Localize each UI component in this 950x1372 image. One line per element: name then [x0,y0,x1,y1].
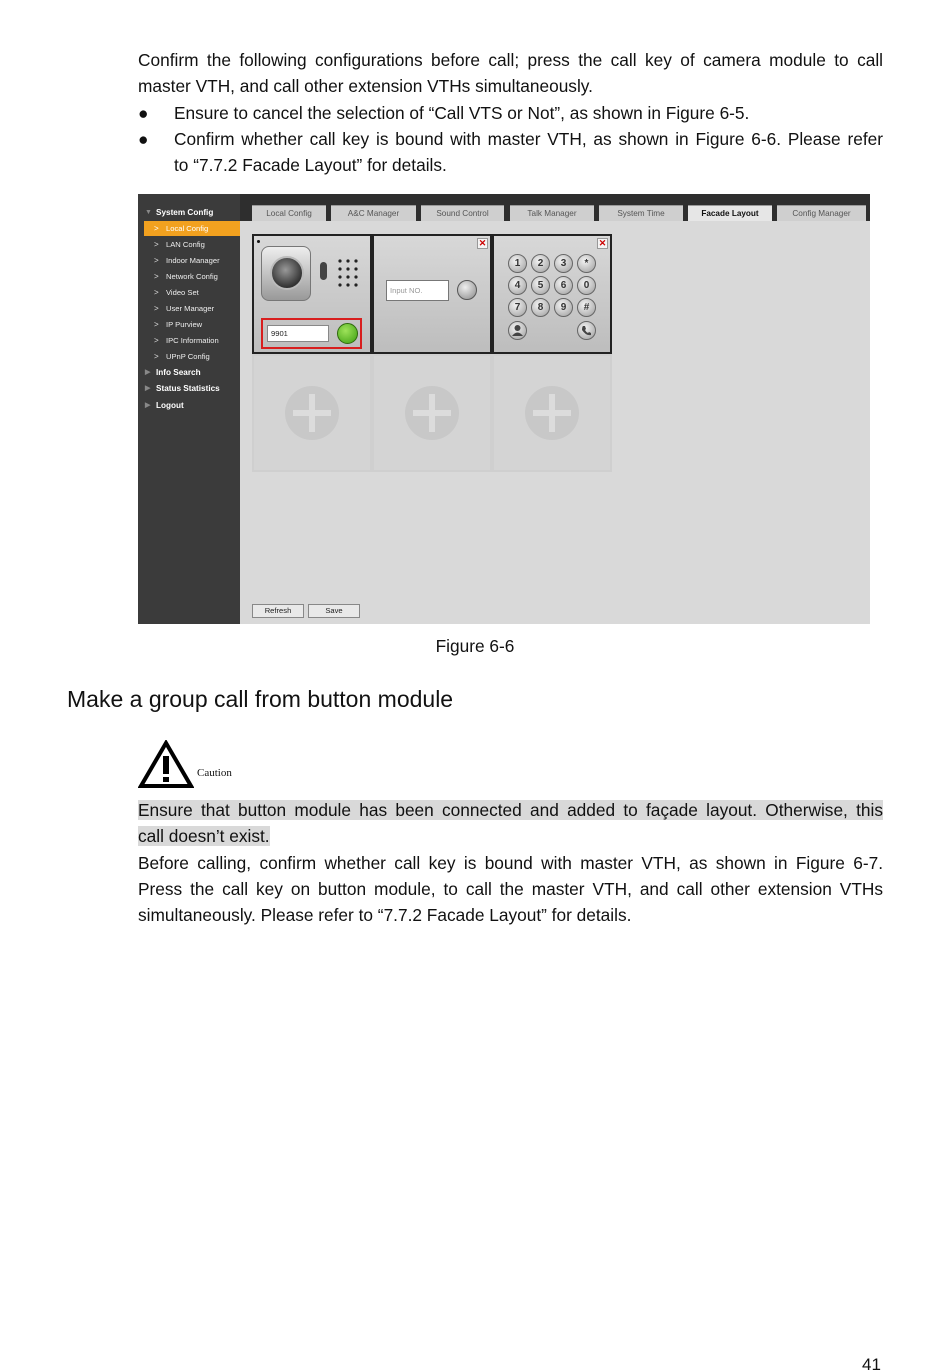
bullet-1-text: Ensure to cancel the selection of “Call VTS or Not”, as shown in Figure 6-5. [174,103,750,123]
keypad-key[interactable]: * [577,254,596,273]
keypad-key[interactable]: 4 [508,276,527,295]
tab-talk-manager[interactable]: Talk Manager [510,205,594,221]
keypad-key[interactable]: 6 [554,276,573,295]
sidebar-system-config[interactable]: ▼ System Config [138,205,240,220]
tab-sound-control[interactable]: Sound Control [421,205,504,221]
keypad-key-user-icon[interactable] [508,321,527,340]
empty-slot[interactable] [372,354,492,472]
empty-slot[interactable] [492,354,612,472]
keypad-key-call-icon[interactable] [577,321,596,340]
caution-warning-icon [138,740,194,789]
refresh-button[interactable]: Refresh [252,604,304,618]
sidebar-status-statistics[interactable]: ▶ Status Statistics [138,381,240,396]
intro-line-1: Confirm the following configurations before call; press the call key of camera module to call [138,50,883,70]
body2-line-2: Press the call key on button module, to call the master VTH, and call other extension VTHs [138,879,883,899]
sidebar-item-user-manager[interactable]: > User Manager [138,301,240,316]
keypad-module[interactable] [492,234,612,354]
chevron-right-icon: > [154,240,159,249]
chevron-right-icon: > [154,336,159,345]
camera-housing [261,246,311,301]
call-button[interactable] [457,280,477,300]
chevron-right-icon: > [154,352,159,361]
tab-bar [240,194,870,221]
call-key-button[interactable] [337,323,358,344]
add-module-plus-icon[interactable] [405,386,459,440]
tab-ac-manager[interactable]: A&C Manager [331,205,416,221]
sidebar-item-local-config[interactable]: > Local Config [144,221,240,236]
keypad-key[interactable]: 5 [531,276,550,295]
chevron-right-icon: > [154,288,159,297]
button-module[interactable] [372,234,492,354]
card-reader-slot [320,262,327,280]
sidebar-item-indoor-manager[interactable]: > Indoor Manager [138,253,240,268]
triangle-right-icon: ▶ [145,402,151,409]
facade-layout-content [240,221,870,624]
caution-line-1 [138,797,883,823]
chevron-right-icon: > [154,320,159,329]
keypad-key[interactable]: 1 [508,254,527,273]
tab-config-manager[interactable]: Config Manager [777,205,866,221]
tab-system-time[interactable]: System Time [599,205,683,221]
sidebar-item-upnp-config[interactable]: > UPnP Config [138,349,240,364]
keypad-key[interactable]: 0 [577,276,596,295]
caution-text-1: Ensure that button module has been connected and added to façade layout. Otherwise, this [138,800,883,820]
save-button[interactable]: Save [308,604,360,618]
figure-caption: Figure 6-6 [435,636,515,656]
chevron-right-icon: > [154,224,159,233]
button-number-input[interactable]: Input NO. [386,280,449,301]
keypad-key[interactable]: # [577,298,596,317]
sidebar-item-ip-purview[interactable]: > IP Purview [138,317,240,332]
sidebar-item-video-set[interactable]: > Video Set [138,285,240,300]
bullet-2-line-1: Confirm whether call key is bound with master VTH, as shown in Figure 6-6. Please refer [174,129,883,149]
add-module-plus-icon[interactable] [525,386,579,440]
body2-line-3: simultaneously. Please refer to “7.7.2 Facade Layout” for details. [138,905,632,925]
indicator-dot [257,240,260,243]
triangle-right-icon: ▶ [145,369,151,376]
facade-layout-screenshot [138,194,870,624]
sidebar-item-lan-config[interactable]: > LAN Config [138,237,240,252]
bullet-2-symbol: ● [138,129,149,149]
section-heading: Make a group call from button module [67,686,454,712]
call-key-highlight [261,318,362,349]
add-module-plus-icon[interactable] [285,386,339,440]
call-number-input[interactable]: 9901 [267,325,329,342]
close-icon[interactable]: ✕ [598,238,607,248]
keypad-key[interactable]: 9 [554,298,573,317]
sidebar-item-ipc-information[interactable]: > IPC Information [138,333,240,348]
caution-line-2 [138,823,883,849]
tab-facade-layout[interactable]: Facade Layout [688,205,772,221]
close-icon[interactable]: ✕ [478,238,487,248]
keypad-key[interactable]: 2 [531,254,550,273]
camera-lens-icon [270,256,304,290]
keypad-key[interactable]: 8 [531,298,550,317]
sidebar [138,194,240,624]
sidebar-item-network-config[interactable]: > Network Config [138,269,240,284]
page-number: 41 [862,1355,881,1372]
sidebar-info-search[interactable]: ▶ Info Search [138,365,240,380]
empty-slot[interactable] [252,354,372,472]
keypad-key[interactable]: 3 [554,254,573,273]
caution-label: Caution [197,767,232,779]
caution-text-2: call doesn’t exist. [138,826,270,846]
bullet-2-line-2: to “7.7.2 Facade Layout” for details. [174,155,447,175]
tab-local-config[interactable]: Local Config [252,205,326,221]
triangle-down-icon: ▼ [145,209,152,216]
bullet-1-symbol: ● [138,103,149,123]
chevron-right-icon: > [154,272,159,281]
camera-module[interactable] [252,234,372,354]
keypad-key[interactable]: 7 [508,298,527,317]
triangle-right-icon: ▶ [145,385,151,392]
sidebar-logout[interactable]: ▶ Logout [138,398,240,413]
speaker-grille-icon [336,258,362,288]
chevron-right-icon: > [154,256,159,265]
body2-line-1: Before calling, confirm whether call key is bound with master VTH, as shown in Figure 6-7. [138,853,883,873]
intro-line-2: master VTH, and call other extension VTHs simultaneously. [138,76,593,96]
chevron-right-icon: > [154,304,159,313]
